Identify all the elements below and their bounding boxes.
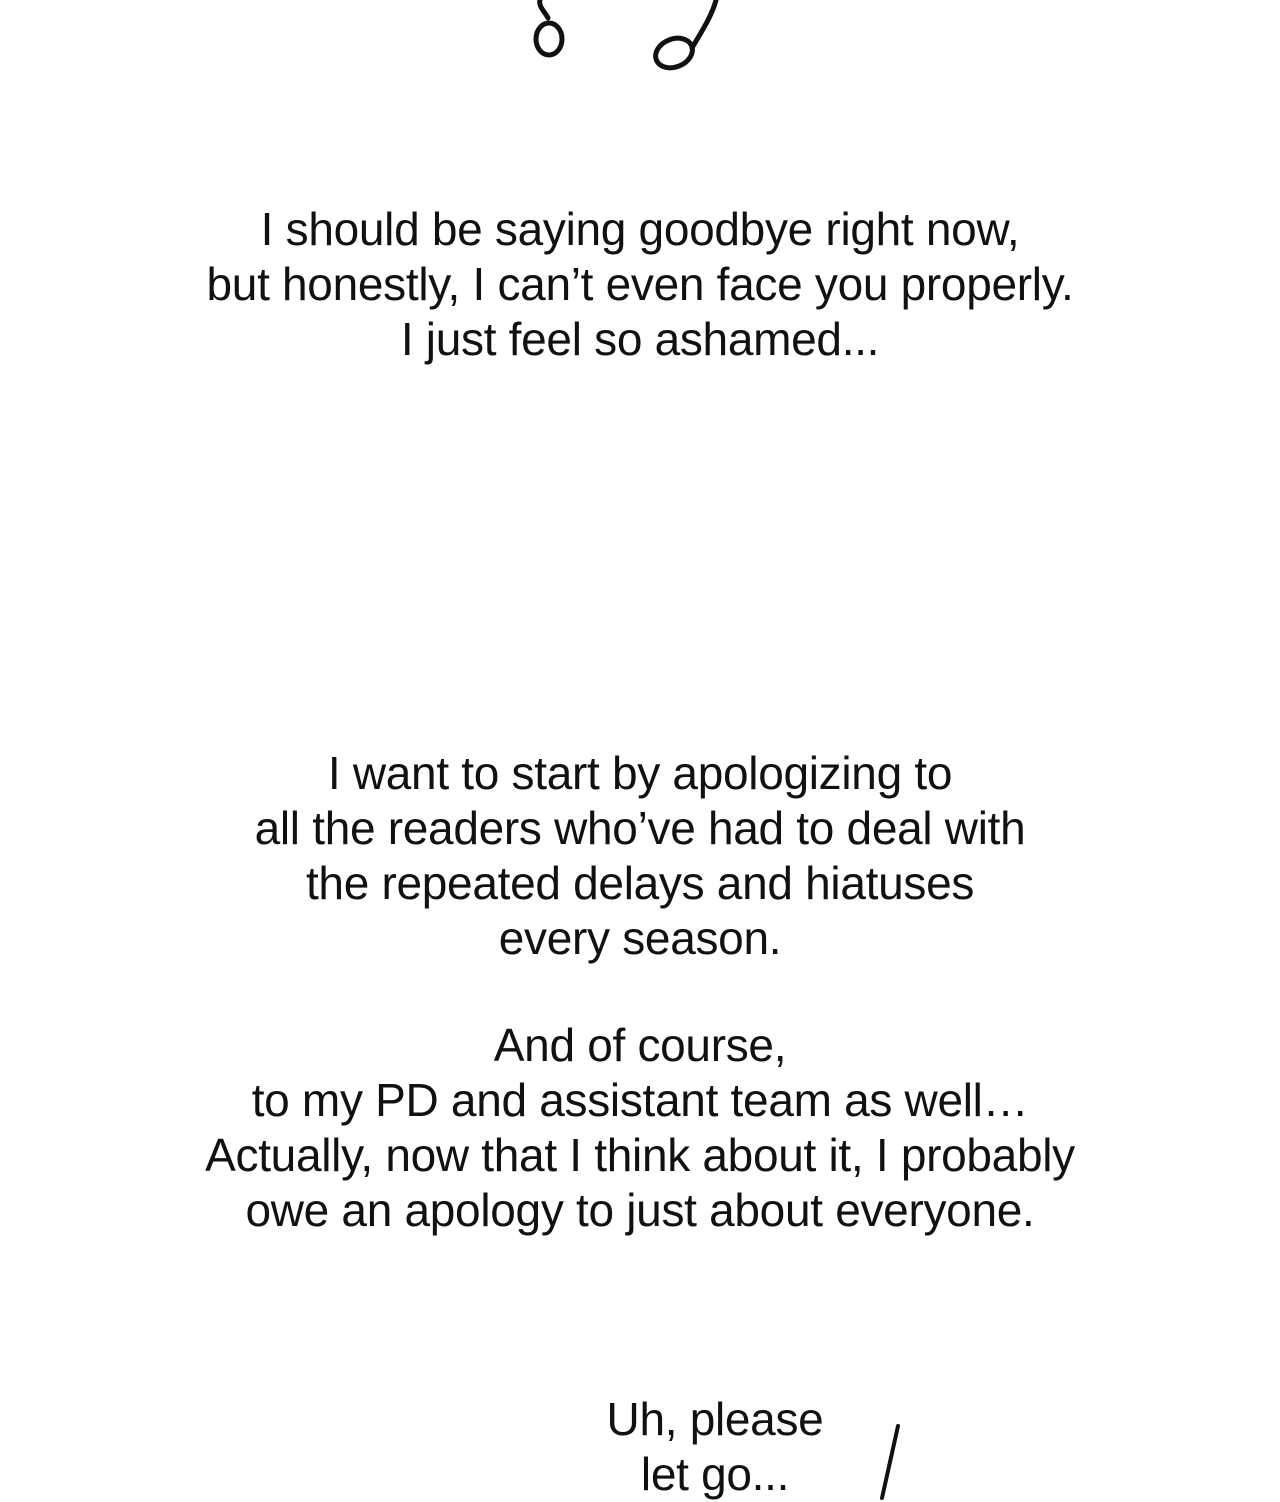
narration-paragraph-apology-readers <box>0 746 1280 966</box>
text-line: every season. <box>498 912 782 964</box>
text-line: to my PD and assistant team as well… <box>251 1074 1029 1126</box>
text-line: I should be saying goodbye right now, <box>260 203 1020 255</box>
text-line: but honestly, I can’t even face you properly. <box>206 258 1074 310</box>
text-line: I want to start by apologizing to <box>327 747 953 799</box>
speech-text-please-let-go <box>560 1392 870 1502</box>
text-line: Uh, please <box>606 1393 824 1445</box>
text-line: let go... <box>640 1448 790 1500</box>
slash-stroke <box>882 1426 898 1498</box>
narration-paragraph-goodbye <box>0 202 1280 367</box>
note-doodle-right <box>651 0 716 73</box>
drop-doodle-left <box>536 0 562 55</box>
text-line: all the readers who’ve had to deal with <box>254 802 1026 854</box>
text-line: I just feel so ashamed... <box>400 313 880 365</box>
text-line: Actually, now that I think about it, I probably <box>205 1129 1075 1181</box>
text-line: owe an apology to just about everyone. <box>245 1184 1035 1236</box>
narration-paragraph-apology-team <box>0 1018 1280 1238</box>
text-line: And of course, <box>493 1019 787 1071</box>
text-line: the repeated delays and hiatuses <box>305 857 975 909</box>
